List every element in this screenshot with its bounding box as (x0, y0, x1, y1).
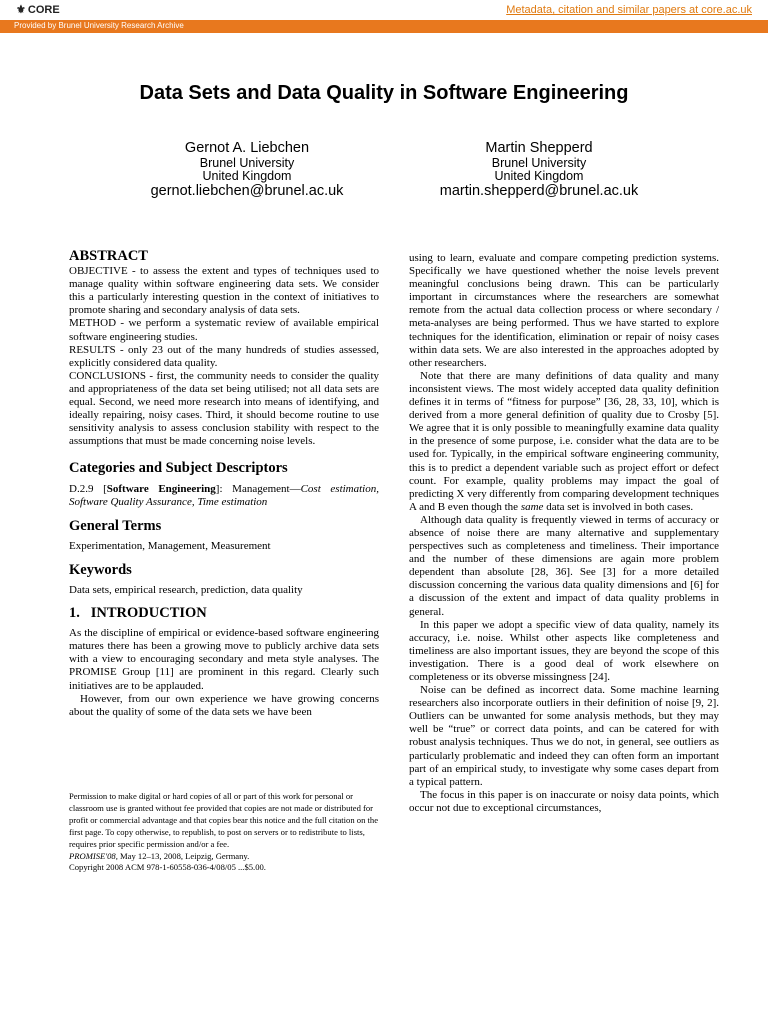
abstract-method: METHOD - we perform a systematic review of available empirical software engineering studies. (69, 317, 379, 343)
general-terms-text: Experimentation, Management, Measurement (69, 539, 271, 552)
categories-text: D.2.9 [Software Engineering]: Management—Cost estimation, Software Quality Assurance, Time estimation (69, 482, 379, 508)
keywords-text: Data sets, empirical research, prediction, data quality (69, 583, 303, 596)
author-country: United Kingdom (202, 169, 292, 183)
provider-text: Provided by Brunel University Research Archive (14, 21, 184, 30)
conference-info: PROMISE'08, May 12–13, 2008, Leipzig, Germany. (69, 850, 250, 861)
core-metadata-link[interactable]: Metadata, citation and similar papers at core.ac.uk (506, 4, 752, 16)
author-email: gernot.liebchen@brunel.ac.uk (150, 183, 344, 199)
general-terms-section (69, 517, 379, 553)
introduction-paragraph: As the discipline of empirical or evidence-based software engineering matures there has been a growing move to publicly archive data sets with a view to encouraging secondary and meta style analyses. The PROMISE Group [11] are prominent in this regard. Clearly such initiatives are to be applauded. (69, 627, 379, 692)
author-name: Martin Shepperd (485, 140, 593, 156)
abstract-section (69, 250, 379, 448)
core-logo[interactable] (16, 3, 60, 16)
author-university: Brunel University (199, 156, 295, 170)
author-email: martin.shepperd@brunel.ac.uk (439, 183, 639, 199)
copyright-line: Copyright 2008 ACM 978-1-60558-036-4/08/05 ...$5.00. (69, 862, 266, 873)
body-paragraph: Note that there are many definitions of data quality and many inconsistent views. The most widely accepted data quality definition defines it in terms of “fitness for purpose” [36, 28, 33, 10], which is derived from a more general definition of quality due to Crosby [5]. We agree that it is only possible to meaningfully examine data quality in the presence of some purpose, i.e. consider what the data are to be used for. Typically, in the empirical software engineering community, this is to predict a dependent variable such as project effort or defect count. For example, quality problems may impact the goal of predicting X very differently from comparing development techniques A and B even though the same data set is involved in both cases. (409, 369, 719, 513)
abstract-results: RESULTS - only 23 out of the many hundreds of studies assessed, explicitly considered data quality. (69, 343, 379, 369)
abstract-heading: ABSTRACT (69, 248, 148, 264)
core-logo-text: CORE (27, 4, 60, 16)
body-paragraph: In this paper we adopt a specific view of data quality, namely its accuracy, i.e. noise. Whilst other aspects like completeness and timeliness are also important issues, they are beyond the scope of this investigation. There is a good deal of work elsewhere on completeness or its obverse missingness [24]. (409, 618, 719, 683)
permission-notice: Permission to make digital or hard copies of all or part of this work for personal or classroom use is granted without fee provided that copies are not made or distributed for profit or commercial advantage and that copies bear this notice and the full citation on the first page. To copy otherwise, to republish, to post on servers or to redistribute to lists, requires prior specific permission and/or a fee. (69, 791, 379, 849)
introduction-heading: 1. INTRODUCTION (69, 605, 207, 622)
paper-title: Data Sets and Data Quality in Software Engineering (139, 82, 629, 104)
core-header (0, 0, 768, 20)
body-paragraph: Noise can be defined as incorrect data. Some machine learning researchers also incorporate outliers in their definition of noise [9, 2]. Outliers can be unwanted for some analysis methods, but they may well be “true” or correct data points, and can be catered for with robust analysis techniques. Thus we do not, in general, see outliers as particularly problematic and indeed they can often form an important part of an empirical study, to investigate why some cases depart from a typical pattern. (409, 684, 719, 788)
categories-heading: Categories and Subject Descriptors (69, 460, 288, 477)
categories-section (69, 462, 379, 508)
body-paragraph: The focus in this paper is on inaccurate or noisy data points, which occur not due to exceptional circumstances, (409, 788, 719, 814)
author-country: United Kingdom (494, 169, 584, 183)
introduction-section (69, 607, 379, 719)
keywords-section (69, 561, 379, 597)
provider-banner (0, 20, 768, 33)
author-block-2 (419, 139, 659, 200)
right-column (409, 252, 719, 815)
abstract-objective: OBJECTIVE - to assess the extent and types of techniques used to manage quality within software engineering data sets. We consider this a particularly interesting question in the context of initiatives to promote sharing and secondary analysis of data sets. (69, 265, 379, 317)
body-paragraph: using to learn, evaluate and compare competing prediction systems. Specifically we have questioned whether the noise levels prevent meaningful conclusions being drawn. This can be particularly important in circumstances where the researchers are somewhat remote from the actual data collection process or where secondary / meta-analyses are being performed. Thus we have started to explore techniques for the identification, elimination or repair of noisy cases within data sets. We are also interested in the approaches adopted by other researchers. (409, 252, 719, 369)
author-university: Brunel University (491, 156, 587, 170)
core-logo-icon: ⚜ (16, 4, 26, 16)
copyright-footnote (69, 791, 379, 874)
keywords-heading: Keywords (69, 561, 132, 578)
author-name: Gernot A. Liebchen (184, 140, 310, 156)
body-paragraph: Although data quality is frequently viewed in terms of accuracy or absence of noise there are many alternative and supplementary perspectives such as completeness and timeliness. Their importance and the number of these dimensions are again more problem dependent than absolute [28, 36]. See [3] for a more detailed discussion concerning the various data quality dimensions and [6] for a discussion of the extent and impact of data quality problems in general. (409, 513, 719, 618)
left-column (69, 250, 379, 719)
general-terms-heading: General Terms (69, 517, 162, 534)
introduction-paragraph: However, from our own experience we have growing concerns about the quality of some of the data sets we have been (69, 692, 379, 718)
author-block-1 (127, 139, 367, 200)
abstract-conclusions: CONCLUSIONS - first, the community needs to consider the quality and appropriateness of the data set being utilised; not all data sets are equal. Second, we need more research into means of identifying, and ideally repairing, noisy cases. Third, it should become routine to use sensitivity analysis to assess conclusion stability with respect to the assumptions that must be made concerning noise levels. (69, 369, 379, 448)
